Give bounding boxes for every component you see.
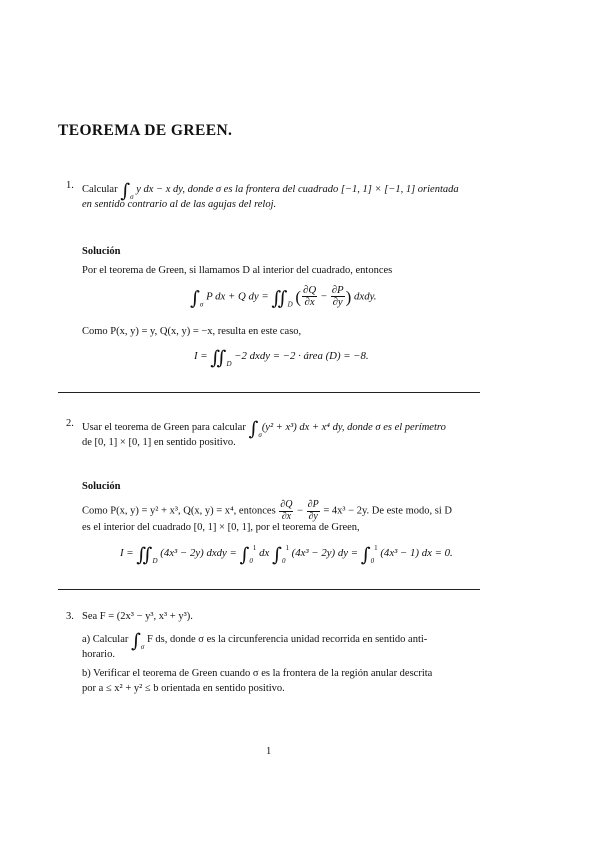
problem-1-text-a: Calcular	[82, 184, 121, 195]
problem-1-text-b: y dx − x dy, donde σ es la frontera del cuadrado [−1, 1] × [−1, 1] orientada	[136, 184, 459, 195]
problem-2-line-2: de [0, 1] × [0, 1] en sentido positivo.	[82, 437, 236, 448]
page-title: TEOREMA DE GREEN.	[58, 122, 233, 139]
problem-1-solution-text-2: Como P(x, y) = y, Q(x, y) = −x, resulta en este caso,	[82, 326, 302, 337]
problem-3-part-b-line-2: por a ≤ x² + y² ≤ b orientada en sentido positivo.	[82, 683, 285, 694]
fraction-dp-dy: $\frac{\partial P}{\partial y}$	[331, 284, 344, 309]
problem-3-part-a-line-1: a) Calcular $\int_\sigma$ F ds, donde σ es la circunferencia unidad recorrida en sentido anti-	[82, 630, 428, 652]
problem-1-number: 1.	[66, 180, 74, 191]
problem-3-part-a-line-2: horario.	[82, 649, 115, 660]
page-number: 1	[266, 746, 272, 757]
problem-1-line-2: en sentido contrario al de las agujas del reloj.	[82, 199, 277, 210]
problem-1-solution-heading: Solución	[82, 246, 121, 257]
section-divider-2	[58, 589, 480, 590]
integral-sign: ∫	[120, 180, 131, 202]
problem-1-solution-text-1: Por el teorema de Green, si llamamos D al interior del cuadrado, entonces	[82, 265, 393, 276]
problem-2-solution-text-1: Como P(x, y) = y² + x³, Q(x, y) = x⁴, entonces $\frac{\partial Q}{\partial x}$ − $\frac{\partial P}{\partial y}$ = 4x³ − 2y. De este modo, si D	[82, 499, 452, 522]
problem-2-equation: $I = ∬_D$ (4x³ − 2y) dxdy = $\int_0^1$ dx $\int_0^1$ (4x³ − 2y) dy = $\int_0^1$ (4x³ − 1) dx = 0.	[120, 544, 453, 566]
problem-2-solution-text-2: es el interior del cuadrado [0, 1] × [0, 1], por el teorema de Green,	[82, 522, 360, 533]
fraction-dq-dx: $\frac{\partial Q}{\partial x}$	[303, 284, 317, 309]
problem-1-equation-1: $\int_\sigma$ P dx + Q dy = $∬_D$ ( $\frac{\partial Q}{\partial x}$ − $\frac{\partial P}{\partial y}$ ) dxdy.	[190, 284, 377, 310]
problem-3-part-b-line-1: b) Verificar el teorema de Green cuando σ es la frontera de la región anular descrita	[82, 668, 433, 679]
problem-3-line-1: Sea F = (2x³ − y³, x³ + y³).	[82, 611, 193, 622]
problem-2-solution-heading: Solución	[82, 481, 121, 492]
problem-2-number: 2.	[66, 418, 74, 429]
problem-3-number: 3.	[66, 611, 74, 622]
section-divider	[58, 392, 480, 393]
problem-1-equation-2: $I = ∬_D -2$ dxdy = −2 · área (D) = −8.	[194, 347, 369, 369]
integral-subscript: σ	[130, 193, 134, 201]
problem-2-line-1: Usar el teorema de Green para calcular $\int_\sigma(y^2 + x^3)$ dx + x⁴ dy, donde σ es el perímetro	[82, 418, 446, 440]
